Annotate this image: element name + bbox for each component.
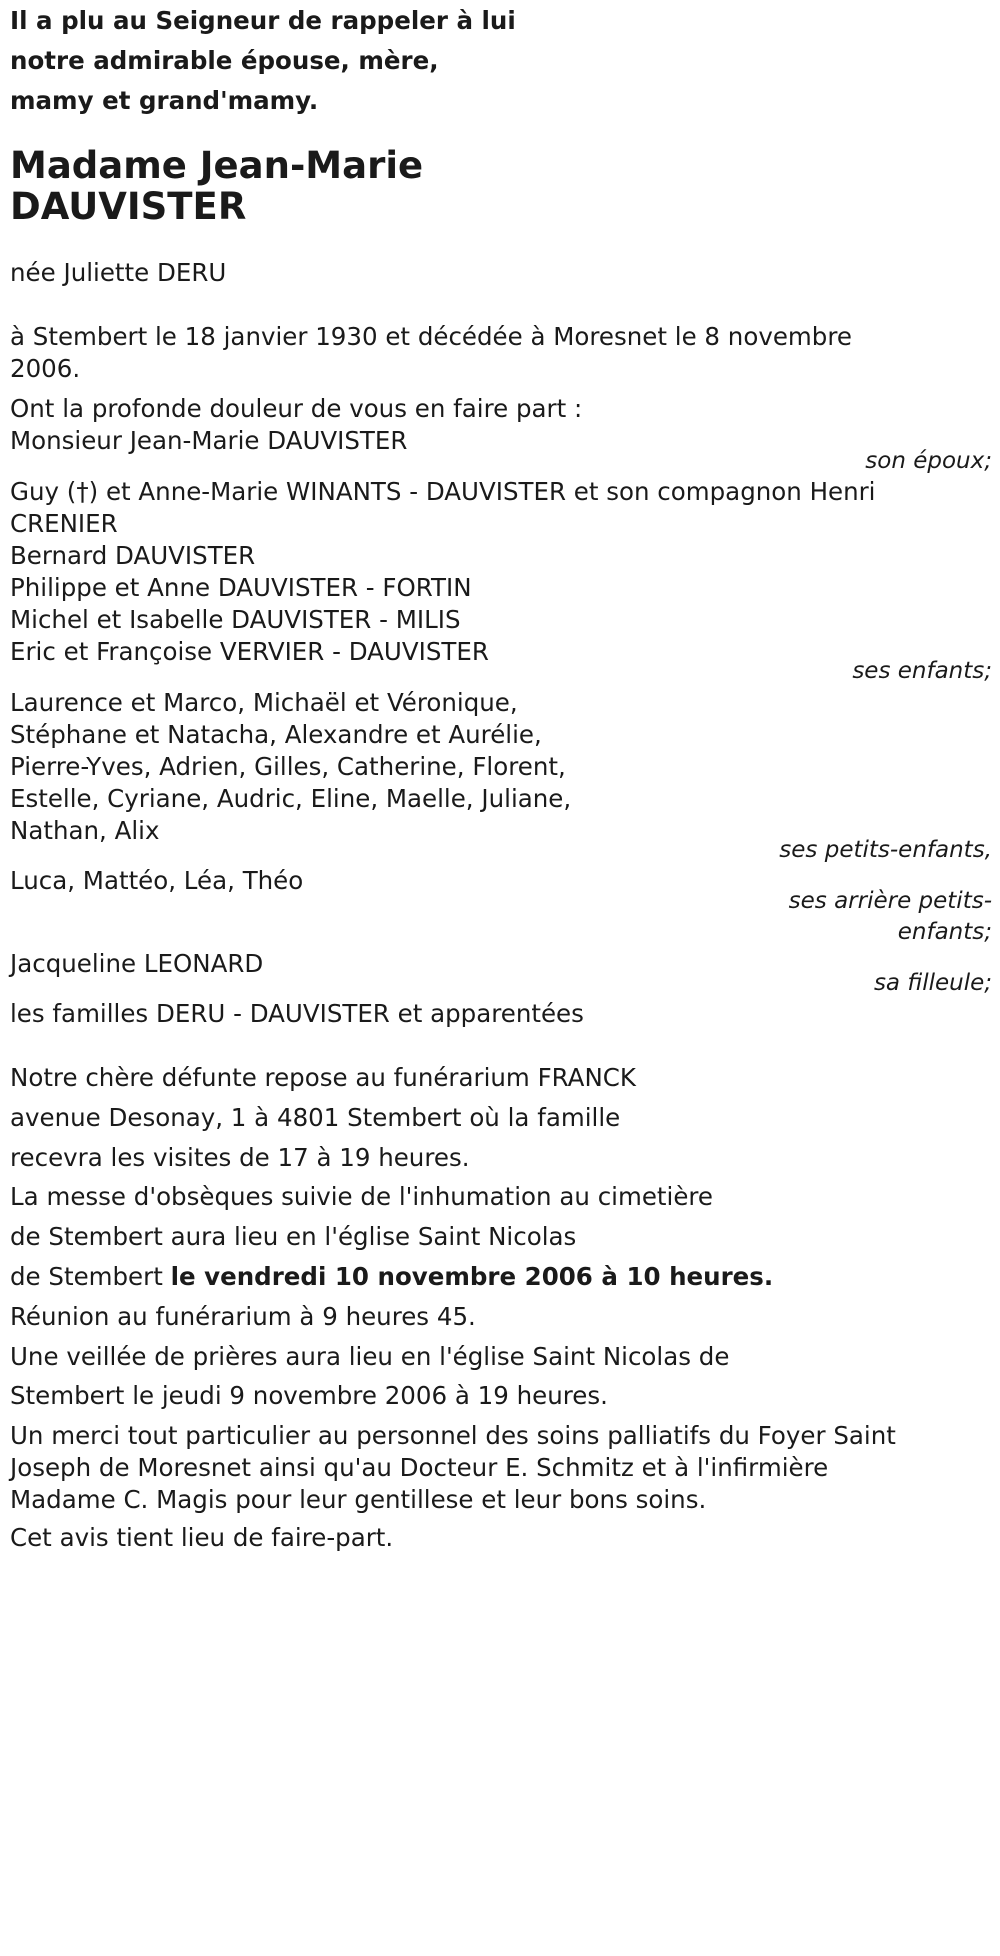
intro-line-3: mamy et grand'mamy. [10,86,319,115]
child-line-3: Bernard DAUVISTER [10,541,256,570]
details-line-2: avenue Desonay, 1 à 4801 Stembert où la famille [10,1103,621,1132]
grandchildren-role: ses petits-enfants, [779,837,992,863]
dates-line-1: à Stembert le 18 janvier 1930 et décédée à Moresnet le 8 novembre [10,322,852,351]
deceased-name-line-2: DAUVISTER [10,185,247,228]
grandchild-line-3: Pierre-Yves, Adrien, Gilles, Catherine, Florent, [10,752,566,781]
great-grandchildren-role-line-1: ses arrière petits- [788,888,992,914]
grandchild-line-1: Laurence et Marco, Michaël et Véronique, [10,688,518,717]
child-line-2: CRENIER [10,509,118,538]
child-line-5: Michel et Isabelle DAUVISTER - MILIS [10,605,461,634]
grandchild-line-2: Stéphane et Natacha, Alexandre et Aurélie, [10,720,542,749]
grandchild-line-5: Nathan, Alix [10,816,160,845]
announcement: Ont la profonde douleur de vous en faire part : [10,394,583,423]
child-line-4: Philippe et Anne DAUVISTER - FORTIN [10,573,472,602]
families-line: les familles DERU - DAUVISTER et apparentées [10,999,584,1028]
mass-prefix: de Stembert [10,1262,171,1291]
born-name: née Juliette DERU [10,258,227,287]
grandchild-line-4: Estelle, Cyriane, Audric, Eline, Maelle, Juliane, [10,784,572,813]
child-line-6: Eric et Françoise VERVIER - DAUVISTER [10,637,489,666]
dates-line-2: 2006. [10,354,81,383]
mass-line [10,1262,773,1292]
details-line-5: de Stembert aura lieu en l'église Saint Nicolas [10,1222,577,1251]
intro-line-2: notre admirable épouse, mère, [10,46,439,75]
details-line-8: Une veillée de prières aura lieu en l'église Saint Nicolas de [10,1342,730,1371]
details-line-7: Réunion au funérarium à 9 heures 45. [10,1302,476,1331]
deceased-name-line-1: Madame Jean-Marie [10,144,424,187]
mass-date-bold: le vendredi 10 novembre 2006 à 10 heures. [170,1262,774,1291]
thanks-line-2: Joseph de Moresnet ainsi qu'au Docteur E. Schmitz et à l'infirmière [10,1453,829,1482]
details-line-9: Stembert le jeudi 9 novembre 2006 à 19 heures. [10,1381,608,1410]
spouse-name: Monsieur Jean-Marie DAUVISTER [10,426,408,455]
children-role: ses enfants; [852,658,992,684]
great-grandchildren-role-line-2: enfants; [897,919,992,945]
details-line-4: La messe d'obsèques suivie de l'inhumation au cimetière [10,1182,713,1211]
thanks-line-3: Madame C. Magis pour leur gentillese et leur bons soins. [10,1485,707,1514]
spouse-role: son époux; [865,448,992,474]
child-line-1: Guy (†) et Anne-Marie WINANTS - DAUVISTER et son compagnon Henri [10,477,876,506]
closing-line: Cet avis tient lieu de faire-part. [10,1523,394,1552]
goddaughter-name: Jacqueline LEONARD [10,949,264,978]
thanks-line-1: Un merci tout particulier au personnel des soins palliatifs du Foyer Saint [10,1421,896,1450]
goddaughter-role: sa filleule; [873,970,992,996]
details-line-1: Notre chère défunte repose au funérarium FRANCK [10,1063,636,1092]
intro-line-1: Il a plu au Seigneur de rappeler à lui [10,6,516,35]
great-grandchildren-names: Luca, Mattéo, Léa, Théo [10,866,304,895]
details-line-3: recevra les visites de 17 à 19 heures. [10,1143,470,1172]
